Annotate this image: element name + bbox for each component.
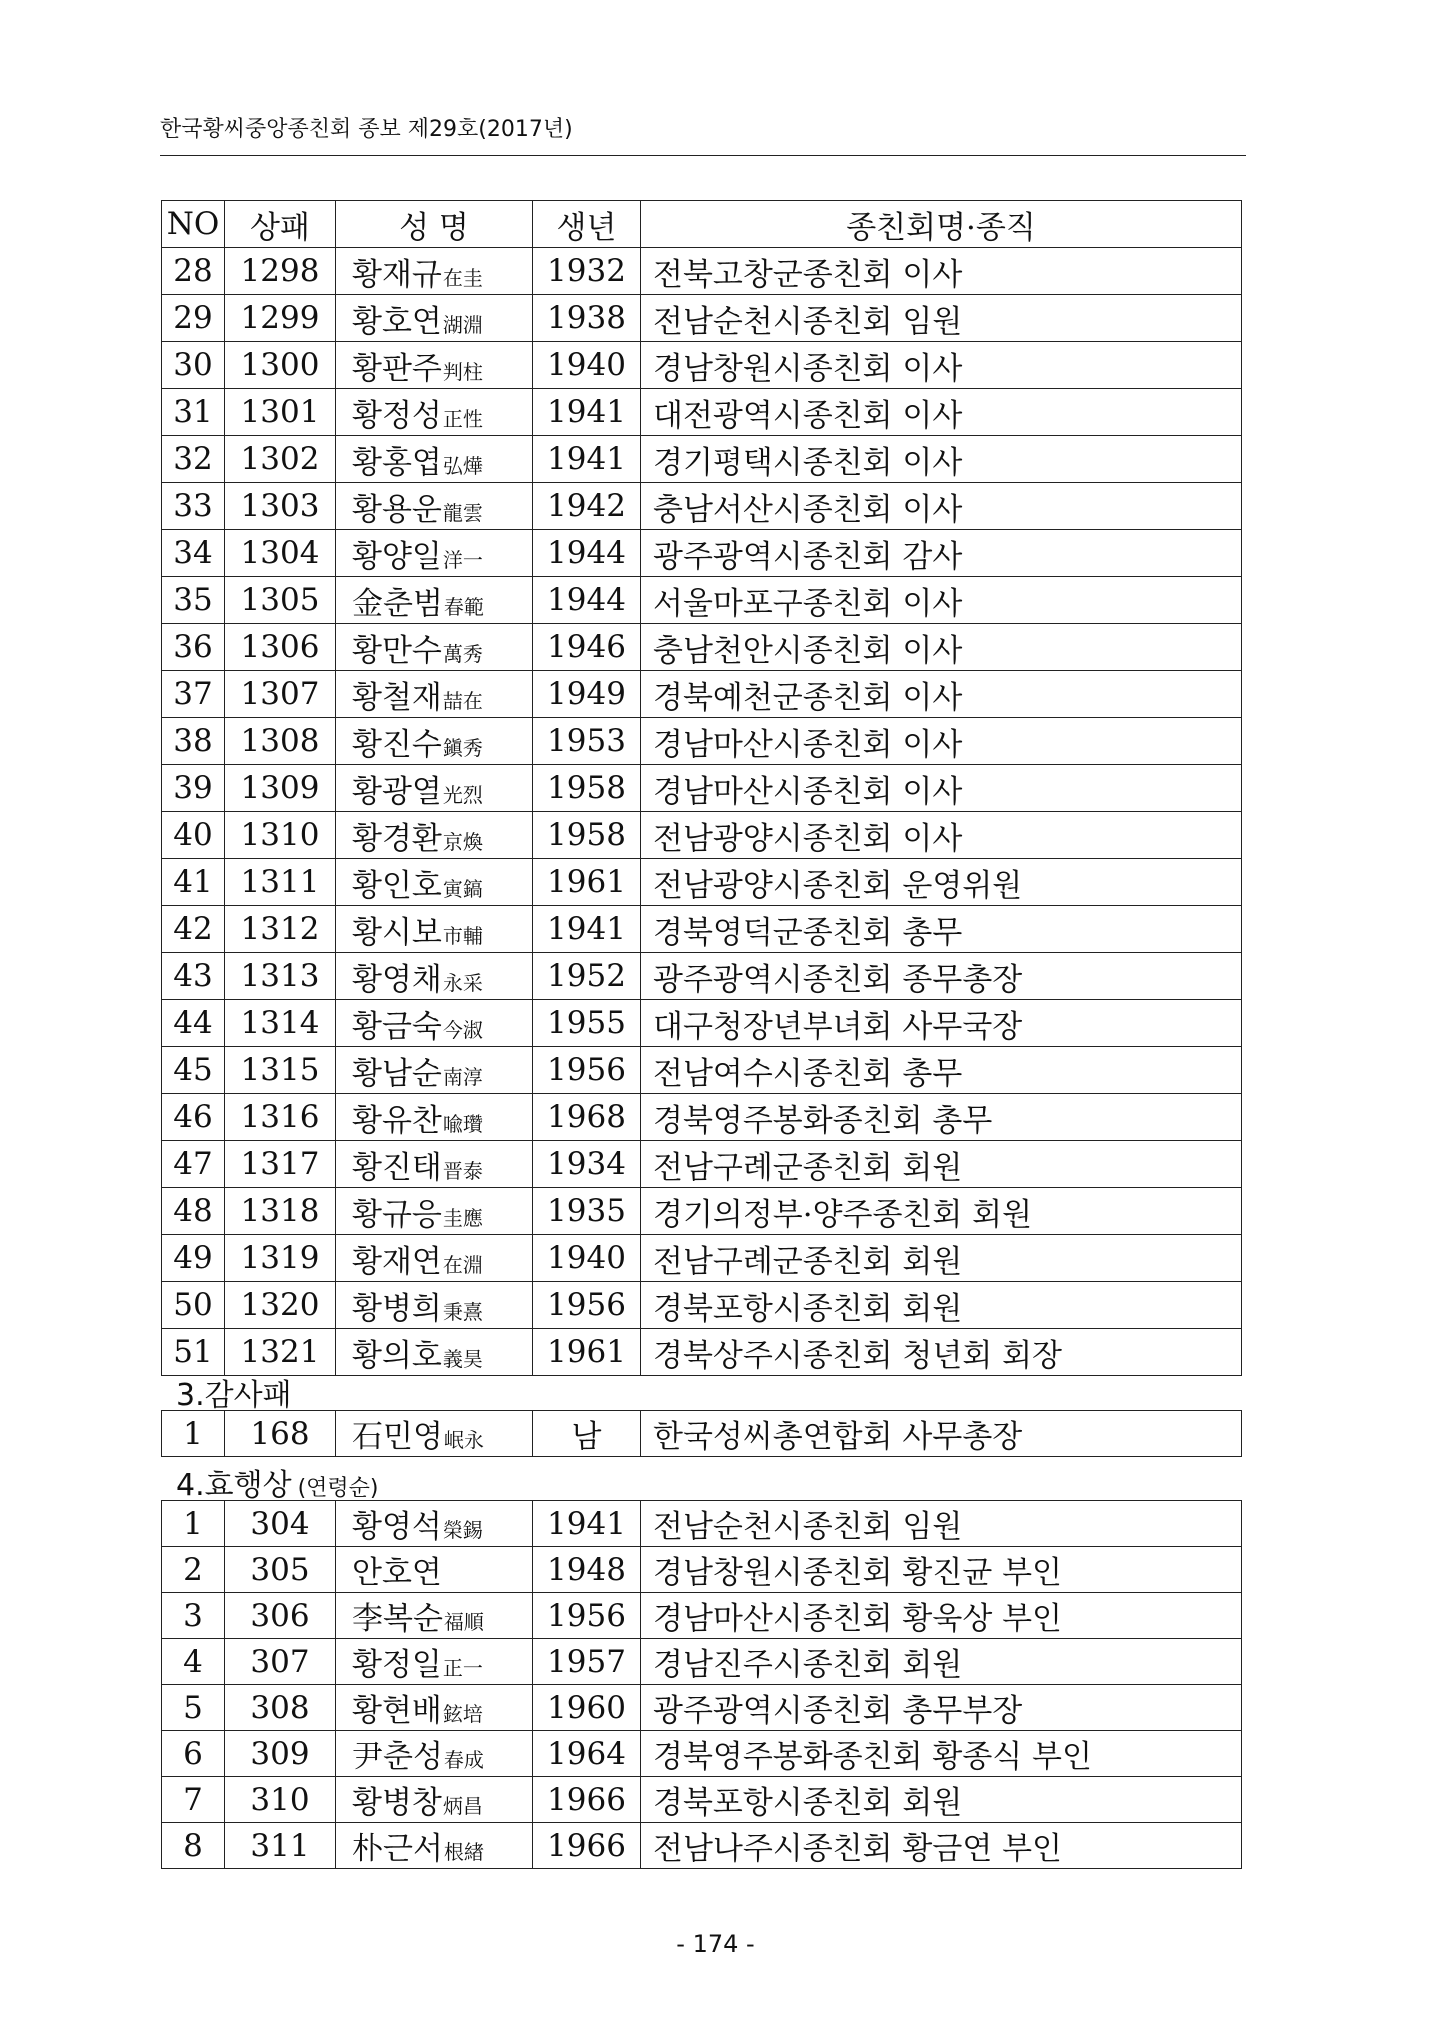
name-hangul: 황의호 bbox=[352, 1337, 442, 1374]
cell-no: 34 bbox=[162, 530, 225, 577]
cell-year: 1964 bbox=[533, 1731, 641, 1777]
cell-no: 43 bbox=[162, 953, 225, 1000]
cell-plaque: 1309 bbox=[225, 765, 336, 812]
cell-year: 1941 bbox=[533, 389, 641, 436]
filial-table bbox=[161, 1500, 1242, 1869]
name-hangul: 황유찬 bbox=[352, 1102, 442, 1139]
cell-year: 1968 bbox=[533, 1094, 641, 1141]
table-row bbox=[162, 906, 1242, 953]
cell-plaque: 1320 bbox=[225, 1282, 336, 1329]
cell-org: 광주광역시종친회 총무부장 bbox=[641, 1685, 1242, 1731]
cell-org: 서울마포구종친회 이사 bbox=[641, 577, 1242, 624]
cell-year: 1940 bbox=[533, 1235, 641, 1282]
name-hanja: 春成 bbox=[443, 1748, 484, 1772]
name-hangul: 金춘범 bbox=[352, 585, 443, 622]
cell-org: 전남순천시종친회 임원 bbox=[641, 295, 1242, 342]
name-hanja: 喩瓚 bbox=[442, 1111, 483, 1136]
cell-no: 7 bbox=[162, 1777, 225, 1823]
table-header-row bbox=[162, 201, 1242, 248]
cell-plaque: 1299 bbox=[225, 295, 336, 342]
cell-name bbox=[336, 624, 533, 671]
table-row bbox=[162, 1282, 1242, 1329]
cell-no: 6 bbox=[162, 1731, 225, 1777]
cell-org: 경남마산시종친회 이사 bbox=[641, 718, 1242, 765]
name-hangul: 李복순 bbox=[352, 1601, 443, 1637]
cell-name bbox=[336, 577, 533, 624]
cell-no: 37 bbox=[162, 671, 225, 718]
cell-plaque: 1301 bbox=[225, 389, 336, 436]
table-row bbox=[162, 1411, 1242, 1457]
col-header-plaque: 상패 bbox=[225, 201, 336, 248]
cell-org: 전남구례군종친회 회원 bbox=[641, 1235, 1242, 1282]
name-hanja: 寅鎬 bbox=[442, 876, 483, 901]
name-hanja: 判柱 bbox=[442, 359, 483, 384]
cell-no: 30 bbox=[162, 342, 225, 389]
cell-org: 경남마산시종친회 이사 bbox=[641, 765, 1242, 812]
cell-org: 전남여수시종친회 총무 bbox=[641, 1047, 1242, 1094]
cell-org: 경남마산시종친회 황욱상 부인 bbox=[641, 1593, 1242, 1639]
name-hangul: 황호연 bbox=[352, 303, 442, 340]
appreciation-table bbox=[161, 1410, 1242, 1457]
cell-plaque: 1307 bbox=[225, 671, 336, 718]
cell-org: 경남창원시종친회 황진균 부인 bbox=[641, 1547, 1242, 1593]
cell-no: 49 bbox=[162, 1235, 225, 1282]
cell-plaque: 1304 bbox=[225, 530, 336, 577]
name-hanja: 鎭秀 bbox=[442, 735, 483, 760]
cell-name bbox=[336, 483, 533, 530]
table-row bbox=[162, 1685, 1242, 1731]
cell-no: 28 bbox=[162, 248, 225, 295]
cell-name bbox=[336, 1329, 533, 1376]
table-row bbox=[162, 1777, 1242, 1823]
table-row bbox=[162, 342, 1242, 389]
cell-name bbox=[336, 1000, 533, 1047]
name-hanja: 岷永 bbox=[443, 1428, 484, 1452]
table-row bbox=[162, 530, 1242, 577]
name-hangul: 황만수 bbox=[352, 632, 442, 669]
name-hanja: 今淑 bbox=[442, 1017, 483, 1042]
cell-name bbox=[336, 1639, 533, 1685]
cell-year: 1949 bbox=[533, 671, 641, 718]
table-row bbox=[162, 1329, 1242, 1376]
cell-org: 경북영덕군종친회 총무 bbox=[641, 906, 1242, 953]
document-header: 한국황씨중앙종친회 종보 제29호(2017년) bbox=[160, 117, 573, 142]
name-hanja: 正一 bbox=[442, 1656, 483, 1680]
cell-year: 1944 bbox=[533, 577, 641, 624]
name-hanja: 鉉培 bbox=[442, 1702, 483, 1726]
cell-year: 1932 bbox=[533, 248, 641, 295]
cell-plaque: 307 bbox=[225, 1639, 336, 1685]
cell-org: 전북고창군종친회 이사 bbox=[641, 248, 1242, 295]
cell-name bbox=[336, 248, 533, 295]
cell-year: 1966 bbox=[533, 1777, 641, 1823]
name-hanja: 光烈 bbox=[442, 782, 483, 807]
cell-name bbox=[336, 1235, 533, 1282]
cell-year: 1961 bbox=[533, 1329, 641, 1376]
cell-no: 32 bbox=[162, 436, 225, 483]
name-hangul: 황재연 bbox=[352, 1243, 442, 1280]
cell-no: 42 bbox=[162, 906, 225, 953]
cell-name bbox=[336, 1047, 533, 1094]
cell-year: 1940 bbox=[533, 342, 641, 389]
cell-org: 충남서산시종친회 이사 bbox=[641, 483, 1242, 530]
cell-year: 1946 bbox=[533, 624, 641, 671]
name-hangul: 황진태 bbox=[352, 1149, 442, 1186]
cell-no: 38 bbox=[162, 718, 225, 765]
page-number: - 174 - bbox=[676, 1930, 755, 1958]
name-hangul: 황홍엽 bbox=[352, 444, 442, 481]
table-row bbox=[162, 1547, 1242, 1593]
cell-org: 경북상주시종친회 청년회 회장 bbox=[641, 1329, 1242, 1376]
header-divider bbox=[160, 155, 1246, 156]
section-4-title: 4.효행상 bbox=[176, 1468, 292, 1503]
name-hangul: 尹춘성 bbox=[352, 1739, 443, 1775]
cell-plaque: 1308 bbox=[225, 718, 336, 765]
cell-plaque: 1310 bbox=[225, 812, 336, 859]
cell-org: 경북영주봉화종친회 총무 bbox=[641, 1094, 1242, 1141]
section-title-filial bbox=[176, 1460, 379, 1504]
cell-year: 1934 bbox=[533, 1141, 641, 1188]
cell-plaque: 1298 bbox=[225, 248, 336, 295]
cell-no: 39 bbox=[162, 765, 225, 812]
name-hanja: 榮錫 bbox=[442, 1518, 483, 1542]
cell-plaque: 1303 bbox=[225, 483, 336, 530]
name-hanja: 永采 bbox=[442, 970, 483, 995]
table-row bbox=[162, 1000, 1242, 1047]
cell-name bbox=[336, 389, 533, 436]
cell-no: 31 bbox=[162, 389, 225, 436]
table-row bbox=[162, 1639, 1242, 1685]
table-row bbox=[162, 389, 1242, 436]
cell-year: 1935 bbox=[533, 1188, 641, 1235]
cell-year: 1958 bbox=[533, 765, 641, 812]
cell-year: 1952 bbox=[533, 953, 641, 1000]
table-row bbox=[162, 1593, 1242, 1639]
cell-plaque: 1306 bbox=[225, 624, 336, 671]
cell-year: 1942 bbox=[533, 483, 641, 530]
cell-no: 44 bbox=[162, 1000, 225, 1047]
name-hangul: 황재규 bbox=[352, 256, 442, 293]
name-hangul: 石민영 bbox=[352, 1419, 443, 1455]
cell-no: 29 bbox=[162, 295, 225, 342]
cell-org: 광주광역시종친회 종무총장 bbox=[641, 953, 1242, 1000]
cell-year: 남 bbox=[533, 1411, 641, 1457]
cell-year: 1958 bbox=[533, 812, 641, 859]
cell-name bbox=[336, 1411, 533, 1457]
cell-org: 경북포항시종친회 회원 bbox=[641, 1777, 1242, 1823]
cell-name bbox=[336, 1593, 533, 1639]
cell-org: 경북영주봉화종친회 황종식 부인 bbox=[641, 1731, 1242, 1777]
cell-name bbox=[336, 718, 533, 765]
cell-no: 35 bbox=[162, 577, 225, 624]
name-hangul: 황영석 bbox=[352, 1509, 442, 1545]
cell-no: 8 bbox=[162, 1823, 225, 1869]
name-hangul: 황정성 bbox=[352, 397, 442, 434]
name-hangul: 황병희 bbox=[352, 1290, 442, 1327]
cell-no: 41 bbox=[162, 859, 225, 906]
name-hangul: 황철재 bbox=[352, 679, 442, 716]
name-hangul: 황영채 bbox=[352, 961, 442, 998]
col-header-name: 성 명 bbox=[336, 201, 533, 248]
cell-name bbox=[336, 812, 533, 859]
name-hanja: 弘燁 bbox=[442, 453, 483, 478]
cell-plaque: 309 bbox=[225, 1731, 336, 1777]
cell-year: 1941 bbox=[533, 436, 641, 483]
cell-no: 3 bbox=[162, 1593, 225, 1639]
cell-no: 51 bbox=[162, 1329, 225, 1376]
cell-year: 1956 bbox=[533, 1282, 641, 1329]
table-row bbox=[162, 1731, 1242, 1777]
name-hangul: 황진수 bbox=[352, 726, 442, 763]
cell-plaque: 311 bbox=[225, 1823, 336, 1869]
cell-name bbox=[336, 1501, 533, 1547]
name-hanja: 龍雲 bbox=[442, 500, 483, 525]
col-header-no: NO bbox=[162, 201, 225, 248]
cell-name bbox=[336, 530, 533, 577]
table-row bbox=[162, 577, 1242, 624]
cell-name bbox=[336, 1731, 533, 1777]
name-hanja: 萬秀 bbox=[442, 641, 483, 666]
cell-org: 한국성씨총연합회 사무총장 bbox=[641, 1411, 1242, 1457]
cell-plaque: 306 bbox=[225, 1593, 336, 1639]
name-hanja: 秉熹 bbox=[442, 1299, 483, 1324]
name-hangul: 황병창 bbox=[352, 1785, 442, 1821]
name-hanja: 福順 bbox=[443, 1610, 484, 1634]
cell-org: 전남나주시종친회 황금연 부인 bbox=[641, 1823, 1242, 1869]
cell-no: 1 bbox=[162, 1501, 225, 1547]
cell-year: 1948 bbox=[533, 1547, 641, 1593]
cell-org: 경남창원시종친회 이사 bbox=[641, 342, 1242, 389]
table-row bbox=[162, 718, 1242, 765]
cell-org: 경북포항시종친회 회원 bbox=[641, 1282, 1242, 1329]
table-row bbox=[162, 295, 1242, 342]
cell-plaque: 1302 bbox=[225, 436, 336, 483]
name-hanja: 炳昌 bbox=[442, 1794, 483, 1818]
cell-plaque: 168 bbox=[225, 1411, 336, 1457]
name-hanja: 圭應 bbox=[442, 1205, 483, 1230]
name-hanja: 正性 bbox=[442, 406, 483, 431]
cell-year: 1956 bbox=[533, 1593, 641, 1639]
cell-no: 4 bbox=[162, 1639, 225, 1685]
name-hanja: 京煥 bbox=[442, 829, 483, 854]
name-hanja: 湖淵 bbox=[442, 312, 483, 337]
section-title-appreciation bbox=[176, 1370, 292, 1414]
award-table-main bbox=[161, 200, 1242, 1376]
cell-year: 1966 bbox=[533, 1823, 641, 1869]
cell-plaque: 1313 bbox=[225, 953, 336, 1000]
table-row bbox=[162, 248, 1242, 295]
name-hanja: 義昊 bbox=[442, 1346, 483, 1371]
cell-no: 50 bbox=[162, 1282, 225, 1329]
table-row bbox=[162, 624, 1242, 671]
name-hangul: 황시보 bbox=[352, 914, 442, 951]
name-hangul: 황용운 bbox=[352, 491, 442, 528]
name-hanja: 春範 bbox=[443, 594, 484, 619]
table-row bbox=[162, 812, 1242, 859]
table-row bbox=[162, 483, 1242, 530]
table-row bbox=[162, 1235, 1242, 1282]
name-hanja: 晋泰 bbox=[442, 1158, 483, 1183]
cell-year: 1957 bbox=[533, 1639, 641, 1685]
cell-name bbox=[336, 1823, 533, 1869]
table-row bbox=[162, 1141, 1242, 1188]
cell-org: 전남순천시종친회 임원 bbox=[641, 1501, 1242, 1547]
name-hangul: 朴근서 bbox=[352, 1831, 443, 1867]
cell-org: 대전광역시종친회 이사 bbox=[641, 389, 1242, 436]
cell-name bbox=[336, 1685, 533, 1731]
cell-no: 46 bbox=[162, 1094, 225, 1141]
cell-name bbox=[336, 1094, 533, 1141]
cell-name bbox=[336, 953, 533, 1000]
cell-no: 33 bbox=[162, 483, 225, 530]
cell-org: 광주광역시종친회 감사 bbox=[641, 530, 1242, 577]
cell-no: 48 bbox=[162, 1188, 225, 1235]
cell-org: 충남천안시종친회 이사 bbox=[641, 624, 1242, 671]
name-hangul: 황판주 bbox=[352, 350, 442, 387]
table-row bbox=[162, 1047, 1242, 1094]
name-hanja: 在圭 bbox=[442, 265, 483, 290]
section-3-title: 3.감사패 bbox=[176, 1378, 292, 1413]
cell-plaque: 310 bbox=[225, 1777, 336, 1823]
table-row bbox=[162, 671, 1242, 718]
cell-plaque: 308 bbox=[225, 1685, 336, 1731]
cell-year: 1953 bbox=[533, 718, 641, 765]
cell-name bbox=[336, 1282, 533, 1329]
cell-name bbox=[336, 765, 533, 812]
name-hangul: 황정일 bbox=[352, 1647, 442, 1683]
cell-year: 1960 bbox=[533, 1685, 641, 1731]
col-header-org: 종친회명·종직 bbox=[641, 201, 1242, 248]
cell-no: 40 bbox=[162, 812, 225, 859]
table-row bbox=[162, 436, 1242, 483]
cell-org: 대구청장년부녀회 사무국장 bbox=[641, 1000, 1242, 1047]
table-row bbox=[162, 1501, 1242, 1547]
name-hangul: 황규응 bbox=[352, 1196, 442, 1233]
cell-plaque: 1312 bbox=[225, 906, 336, 953]
cell-no: 47 bbox=[162, 1141, 225, 1188]
name-hangul: 안호연 bbox=[352, 1555, 442, 1591]
cell-year: 1938 bbox=[533, 295, 641, 342]
name-hangul: 황현배 bbox=[352, 1693, 442, 1729]
cell-org: 경남진주시종친회 회원 bbox=[641, 1639, 1242, 1685]
cell-name bbox=[336, 906, 533, 953]
cell-plaque: 1317 bbox=[225, 1141, 336, 1188]
cell-name bbox=[336, 671, 533, 718]
table-row bbox=[162, 765, 1242, 812]
table-row bbox=[162, 1823, 1242, 1869]
cell-year: 1941 bbox=[533, 906, 641, 953]
table-row bbox=[162, 1094, 1242, 1141]
cell-plaque: 305 bbox=[225, 1547, 336, 1593]
cell-plaque: 1316 bbox=[225, 1094, 336, 1141]
cell-year: 1961 bbox=[533, 859, 641, 906]
name-hanja: 市輔 bbox=[442, 923, 483, 948]
name-hangul: 황남순 bbox=[352, 1055, 442, 1092]
cell-plaque: 1300 bbox=[225, 342, 336, 389]
cell-no: 45 bbox=[162, 1047, 225, 1094]
cell-plaque: 1319 bbox=[225, 1235, 336, 1282]
cell-org: 전남광양시종친회 운영위원 bbox=[641, 859, 1242, 906]
table-row bbox=[162, 859, 1242, 906]
name-hanja: 洋一 bbox=[442, 547, 483, 572]
cell-name bbox=[336, 1188, 533, 1235]
name-hanja: 南淳 bbox=[442, 1064, 483, 1089]
cell-name bbox=[336, 436, 533, 483]
cell-year: 1955 bbox=[533, 1000, 641, 1047]
name-hangul: 황양일 bbox=[352, 538, 442, 575]
cell-no: 5 bbox=[162, 1685, 225, 1731]
cell-org: 경기평택시종친회 이사 bbox=[641, 436, 1242, 483]
cell-org: 경기의정부·양주종친회 회원 bbox=[641, 1188, 1242, 1235]
cell-year: 1956 bbox=[533, 1047, 641, 1094]
cell-name bbox=[336, 295, 533, 342]
section-4-note: (연령순) bbox=[297, 1476, 379, 1501]
cell-no: 1 bbox=[162, 1411, 225, 1457]
name-hanja: 根緖 bbox=[443, 1840, 484, 1864]
cell-name bbox=[336, 1777, 533, 1823]
cell-plaque: 1314 bbox=[225, 1000, 336, 1047]
table-row bbox=[162, 953, 1242, 1000]
col-header-year: 생년 bbox=[533, 201, 641, 248]
cell-plaque: 1318 bbox=[225, 1188, 336, 1235]
cell-org: 경북예천군종친회 이사 bbox=[641, 671, 1242, 718]
name-hanja: 在淵 bbox=[442, 1252, 483, 1277]
table-row bbox=[162, 1188, 1242, 1235]
cell-org: 전남광양시종친회 이사 bbox=[641, 812, 1242, 859]
name-hanja: 喆在 bbox=[442, 688, 483, 713]
name-hangul: 황경환 bbox=[352, 820, 442, 857]
cell-plaque: 1321 bbox=[225, 1329, 336, 1376]
cell-no: 2 bbox=[162, 1547, 225, 1593]
cell-org: 전남구례군종친회 회원 bbox=[641, 1141, 1242, 1188]
cell-year: 1944 bbox=[533, 530, 641, 577]
name-hangul: 황인호 bbox=[352, 867, 442, 904]
cell-no: 36 bbox=[162, 624, 225, 671]
name-hangul: 황금숙 bbox=[352, 1008, 442, 1045]
cell-name bbox=[336, 859, 533, 906]
cell-name bbox=[336, 1547, 533, 1593]
cell-plaque: 304 bbox=[225, 1501, 336, 1547]
cell-plaque: 1311 bbox=[225, 859, 336, 906]
cell-plaque: 1315 bbox=[225, 1047, 336, 1094]
cell-name bbox=[336, 342, 533, 389]
cell-plaque: 1305 bbox=[225, 577, 336, 624]
cell-year: 1941 bbox=[533, 1501, 641, 1547]
name-hangul: 황광열 bbox=[352, 773, 442, 810]
cell-name bbox=[336, 1141, 533, 1188]
